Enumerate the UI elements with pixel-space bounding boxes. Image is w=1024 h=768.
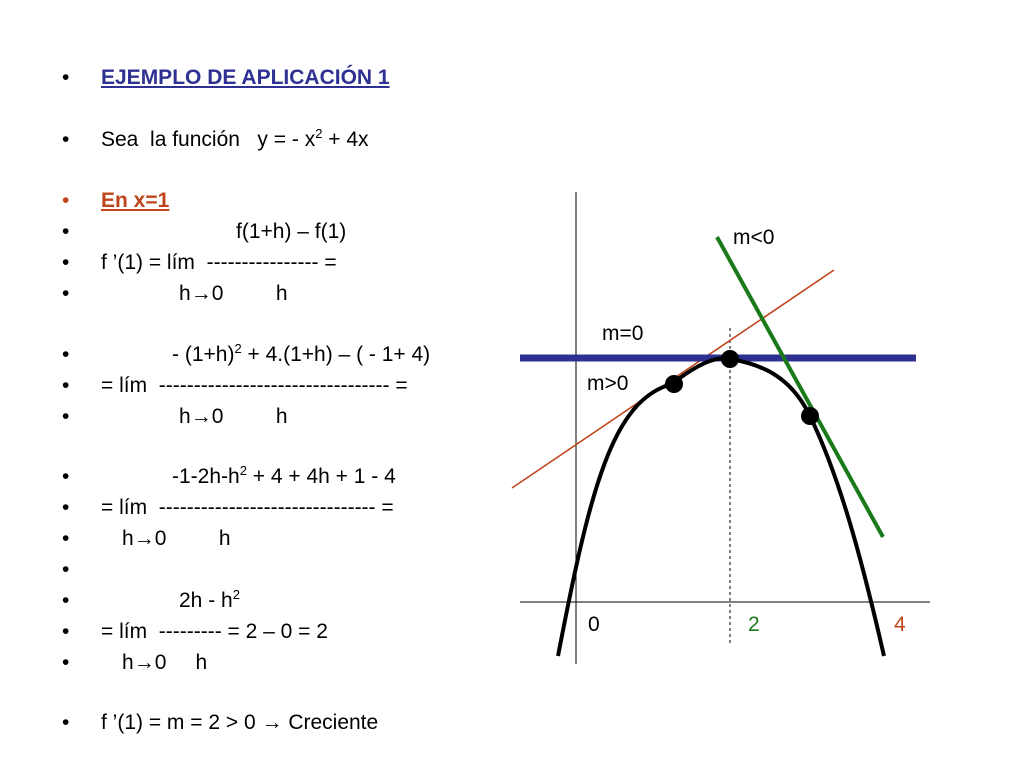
num4-text-a: 2h - h	[179, 589, 233, 612]
num3-text-b: + 4 + 4h + 1 - 4	[246, 465, 396, 488]
bullet: •	[62, 405, 70, 428]
bullet: •	[62, 128, 70, 151]
bullet: •	[62, 66, 70, 89]
numerator-1: f(1+h) – f(1)	[236, 220, 347, 243]
label-m-pos: m>0	[587, 372, 629, 395]
limit-expr-3: = lím ------------------------------- =	[101, 496, 394, 519]
limit-expr-2: = lím --------------------------------- =	[101, 374, 408, 397]
bullet: •	[62, 711, 70, 734]
function-text-b: + 4x	[322, 128, 369, 151]
arrow-right-icon: →	[133, 651, 155, 674]
zero-h-text: 0 h	[154, 527, 231, 550]
limit-result: = lím --------- = 2 – 0 = 2	[101, 620, 328, 643]
bullet: •	[62, 558, 70, 581]
h-text: h	[179, 282, 191, 305]
point-positive-slope	[665, 375, 683, 393]
zero-h-text: 0 h	[211, 282, 288, 305]
arrow-right-icon: →	[261, 711, 283, 734]
x-tick-4: 4	[894, 613, 906, 636]
bullet: •	[62, 527, 70, 550]
point-vertex	[721, 350, 739, 368]
bullet: •	[62, 589, 70, 612]
bullet: •	[62, 496, 70, 519]
num2-text-b: + 4.(1+h) – ( - 1+ 4)	[241, 343, 431, 366]
limit-expr-1: f ’(1) = lím ---------------- =	[101, 251, 337, 274]
bullet: •	[62, 651, 70, 674]
x-tick-0: 0	[588, 613, 600, 636]
function-sup: 2	[315, 126, 323, 141]
bullet: •	[62, 282, 70, 305]
arrow-right-icon: →	[190, 282, 212, 305]
label-m-zero: m=0	[602, 322, 644, 345]
tangent-line-negative	[717, 237, 883, 537]
h-text: h	[122, 527, 134, 550]
bullet: •	[62, 465, 70, 488]
bullet: •	[62, 343, 70, 366]
bullet: •	[62, 620, 70, 643]
num4-sup: 2	[232, 587, 240, 602]
label-m-neg: m<0	[733, 226, 775, 249]
conclusion-text-a: f ’(1) = m = 2 > 0	[101, 711, 262, 734]
zero-h-text: 0 h	[154, 651, 208, 674]
example-title: EJEMPLO DE APLICACIÓN 1	[101, 66, 390, 89]
point-negative-slope	[801, 407, 819, 425]
num2-sup: 2	[234, 341, 242, 356]
bullet: •	[62, 189, 70, 212]
num3-text-a: -1-2h-h	[172, 465, 240, 488]
num3-sup: 2	[239, 463, 247, 478]
x-tick-2: 2	[748, 613, 760, 636]
arrow-right-icon: →	[133, 527, 155, 550]
h-text: h	[179, 405, 191, 428]
conclusion-text-b: Creciente	[282, 711, 379, 734]
arrow-right-icon: →	[190, 405, 212, 428]
bullet: •	[62, 220, 70, 243]
h-text: h	[122, 651, 134, 674]
parabola-curve	[558, 358, 884, 656]
zero-h-text: 0 h	[211, 405, 288, 428]
en-x1-heading: En x=1	[101, 189, 170, 212]
bullet: •	[62, 251, 70, 274]
function-text-a: Sea la función y = - x	[101, 128, 316, 151]
num2-text-a: - (1+h)	[172, 343, 235, 366]
bullet: •	[62, 374, 70, 397]
